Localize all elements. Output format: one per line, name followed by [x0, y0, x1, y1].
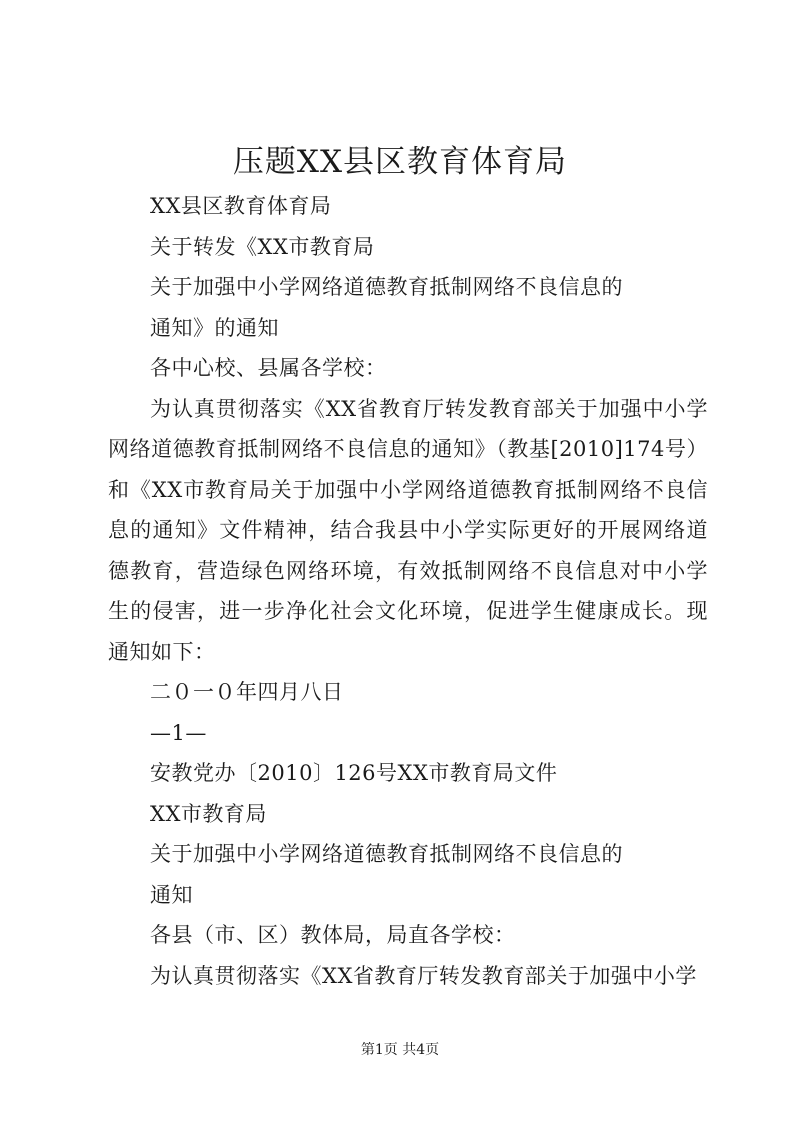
page-footer: 第1页 共4页 [360, 1042, 440, 1058]
subject-line-1: 关于转发《XX市教育局 [150, 234, 375, 259]
document-title: 压题XX县区教育体育局 [232, 144, 568, 180]
issuer-line: XX县区教育体育局 [150, 194, 332, 218]
recipients-line: 各中心校、县属各学校： [150, 356, 387, 380]
subject-line-5: 通知 [150, 882, 193, 907]
body-paragraph: 为认真贯彻落实《XX省教育厅转发教育部关于加强中小学网络道德教育抵制网络不良信息的通知》（教基[2010]174号）和《XX市教育局关于加强中小学网络道德教育抵制网络不良信息的通知》文件精神，结合我县中小学实际更好的开展网络道德教育，营造绿色网络环境，有效抵制网络不良信息对中小学生的侵害，进一步净化社会文化环境，促进学生健康成长。现通知如下： [108, 396, 708, 664]
subject-line-2: 关于加强中小学网络道德教育抵制网络不良信息的 [150, 275, 623, 299]
issuer-line-2: XX市教育局 [150, 801, 267, 826]
body-paragraph-2-start: 为认真贯彻落实《XX省教育厅转发教育部关于加强中小学 [150, 963, 697, 988]
document-body [108, 186, 708, 996]
recipients-line-2: 各县（市、区）教体局，局直各学校： [150, 923, 516, 947]
subject-line-4: 关于加强中小学网络道德教育抵制网络不良信息的 [150, 842, 623, 866]
subject-line-3: 通知》的通知 [150, 315, 279, 340]
page-marker: —1— [150, 720, 207, 745]
date-line: 二０一０年四月八日 [150, 680, 344, 704]
document-number-line: 安教党办〔2010〕126号XX市教育局文件 [150, 761, 558, 785]
